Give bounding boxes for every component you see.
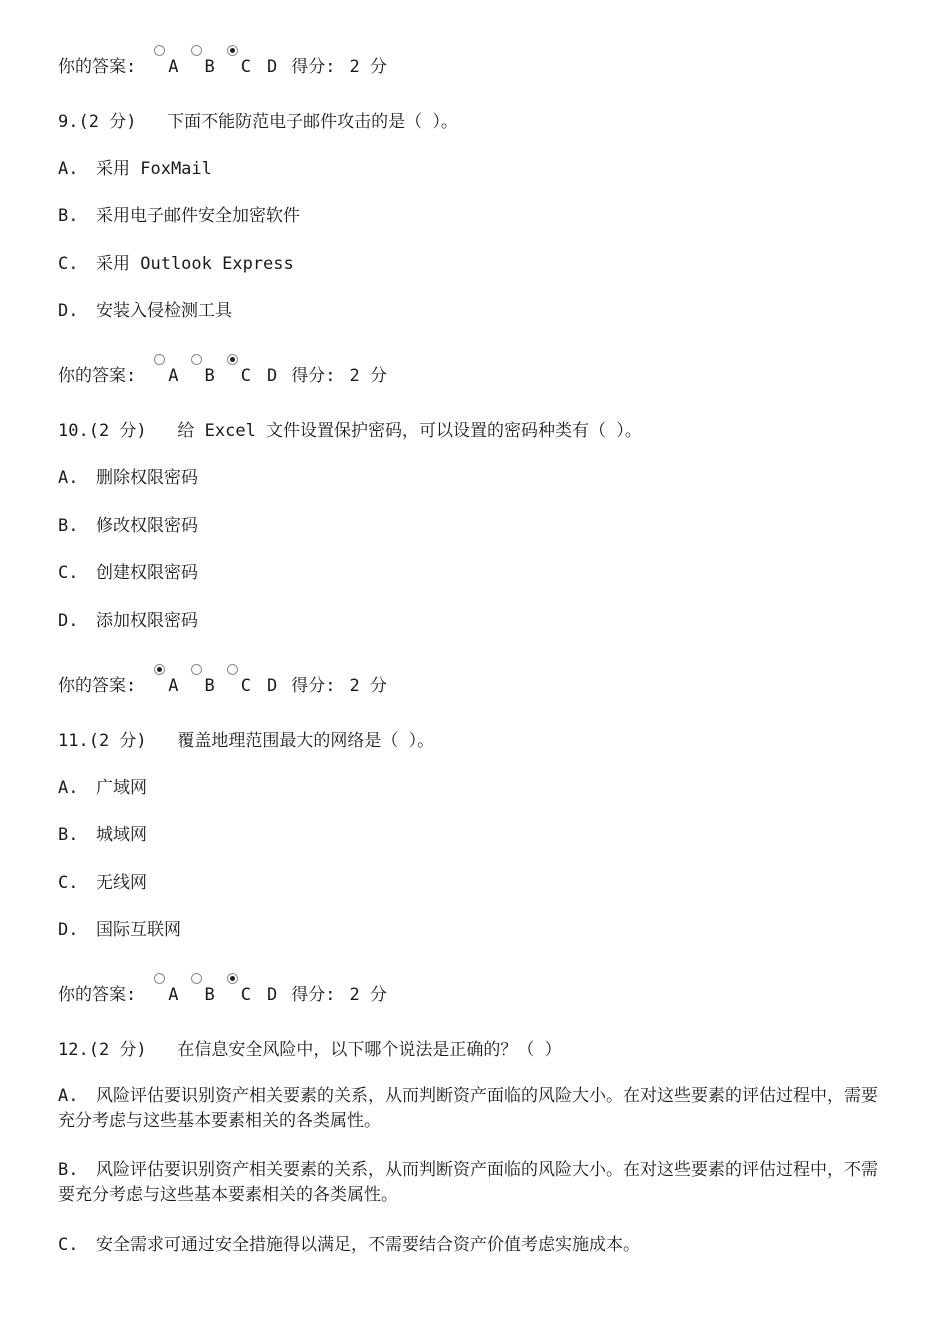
choice-text: 无线网 [96, 873, 147, 893]
question-points: (2 分) [78, 112, 137, 132]
radio-option-a[interactable] [154, 354, 165, 365]
option-label-a: A [168, 985, 179, 1005]
option-label-c: C [240, 366, 251, 386]
question-number: 12. [58, 1040, 89, 1060]
choice-letter: D. [58, 920, 79, 940]
option-label-b: B [204, 57, 215, 77]
question-text: 给 Excel 文件设置保护密码，可以设置的密码种类有（ ）。 [177, 421, 642, 441]
choice-text: 安装入侵检测工具 [96, 301, 232, 321]
choice-letter: B. [58, 1160, 79, 1180]
option-label-c: C [240, 57, 251, 77]
radio-option-c[interactable] [227, 664, 238, 675]
choice-c [58, 561, 890, 585]
choice-text: 采用电子邮件安全加密软件 [96, 206, 300, 226]
choice-c [58, 871, 890, 895]
question-9 [58, 110, 890, 134]
choice-text: 广域网 [96, 778, 147, 798]
option-label-c: C [240, 985, 251, 1005]
radio-option-c[interactable] [227, 45, 238, 56]
choice-letter: C. [58, 873, 79, 893]
choice-letter: A. [58, 468, 79, 488]
option-label-a: A [168, 57, 179, 77]
option-label-b: B [204, 366, 215, 386]
spacer [147, 421, 178, 441]
option-label-d: D [267, 57, 278, 77]
choice-a [58, 157, 890, 181]
question-text: 覆盖地理范围最大的网络是（ ）。 [177, 731, 435, 751]
option-label-d: D [267, 366, 278, 386]
option-label-a: A [168, 676, 179, 696]
choice-c [58, 1233, 890, 1257]
your-answer-label: 你的答案: [58, 366, 137, 386]
choice-a [58, 1084, 890, 1134]
choice-letter: A. [58, 159, 79, 179]
choice-text: 删除权限密码 [96, 468, 198, 488]
radio-option-c[interactable] [227, 354, 238, 365]
score-label: 得分: [291, 985, 336, 1005]
radio-option-b[interactable] [191, 973, 202, 984]
option-label-d: D [267, 676, 278, 696]
score-value: 2 分 [349, 57, 387, 77]
answer-row [58, 55, 890, 79]
score-label: 得分: [291, 366, 336, 386]
radio-option-a[interactable] [154, 664, 165, 675]
choice-text: 添加权限密码 [96, 611, 198, 631]
option-label-a: A [168, 366, 179, 386]
score-value: 2 分 [349, 676, 387, 696]
question-points: (2 分) [88, 731, 147, 751]
radio-option-b[interactable] [191, 354, 202, 365]
choice-text: 采用 FoxMail [96, 159, 212, 179]
radio-option-a[interactable] [154, 973, 165, 984]
choice-b [58, 514, 890, 538]
question-11 [58, 729, 890, 753]
question-text: 下面不能防范电子邮件攻击的是（ ）。 [167, 112, 458, 132]
choice-b [58, 204, 890, 228]
choice-d [58, 299, 890, 323]
choice-letter: D. [58, 611, 79, 631]
score-value: 2 分 [349, 985, 387, 1005]
choice-text: 采用 Outlook Express [96, 254, 294, 274]
choice-letter: A. [58, 778, 79, 798]
answer-row [58, 983, 890, 1007]
choice-b [58, 1158, 890, 1208]
choice-letter: A. [58, 1086, 79, 1106]
choice-text: 国际互联网 [96, 920, 181, 940]
choice-letter: C. [58, 1235, 79, 1255]
spacer [147, 1040, 178, 1060]
choice-text: 修改权限密码 [96, 516, 198, 536]
spacer [147, 731, 178, 751]
answer-row [58, 674, 890, 698]
choice-letter: C. [58, 254, 79, 274]
choice-letter: C. [58, 563, 79, 583]
radio-option-a[interactable] [154, 45, 165, 56]
your-answer-label: 你的答案: [58, 676, 137, 696]
choice-text: 风险评估要识别资产相关要素的关系，从而判断资产面临的风险大小。在对这些要素的评估过程中，需要充分考虑与这些基本要素相关的各类属性。 [58, 1086, 878, 1131]
question-text: 在信息安全风险中，以下哪个说法是正确的？（ ） [177, 1040, 562, 1060]
choice-letter: B. [58, 516, 79, 536]
choice-d [58, 918, 890, 942]
choice-text: 创建权限密码 [96, 563, 198, 583]
choice-d [58, 609, 890, 633]
answer-row [58, 364, 890, 388]
choice-text: 城域网 [96, 825, 147, 845]
option-label-c: C [240, 676, 251, 696]
choice-b [58, 823, 890, 847]
option-label-b: B [204, 985, 215, 1005]
score-label: 得分: [291, 676, 336, 696]
choice-text: 风险评估要识别资产相关要素的关系，从而判断资产面临的风险大小。在对这些要素的评估过程中，不需要充分考虑与这些基本要素相关的各类属性。 [58, 1160, 878, 1205]
your-answer-label: 你的答案: [58, 57, 137, 77]
choice-a [58, 776, 890, 800]
choice-letter: D. [58, 301, 79, 321]
question-number: 9. [58, 112, 79, 132]
question-number: 10. [58, 421, 89, 441]
choice-letter: B. [58, 206, 79, 226]
radio-option-b[interactable] [191, 664, 202, 675]
option-label-d: D [267, 985, 278, 1005]
question-number: 11. [58, 731, 89, 751]
spacer [136, 112, 167, 132]
option-label-b: B [204, 676, 215, 696]
radio-option-b[interactable] [191, 45, 202, 56]
score-value: 2 分 [349, 366, 387, 386]
choice-text: 安全需求可通过安全措施得以满足，不需要结合资产价值考虑实施成本。 [96, 1235, 640, 1255]
your-answer-label: 你的答案: [58, 985, 137, 1005]
radio-option-c[interactable] [227, 973, 238, 984]
question-points: (2 分) [88, 421, 147, 441]
choice-a [58, 466, 890, 490]
question-points: (2 分) [88, 1040, 147, 1060]
question-10 [58, 419, 890, 443]
question-12 [58, 1038, 890, 1062]
score-label: 得分: [291, 57, 336, 77]
choice-letter: B. [58, 825, 79, 845]
choice-c [58, 252, 890, 276]
